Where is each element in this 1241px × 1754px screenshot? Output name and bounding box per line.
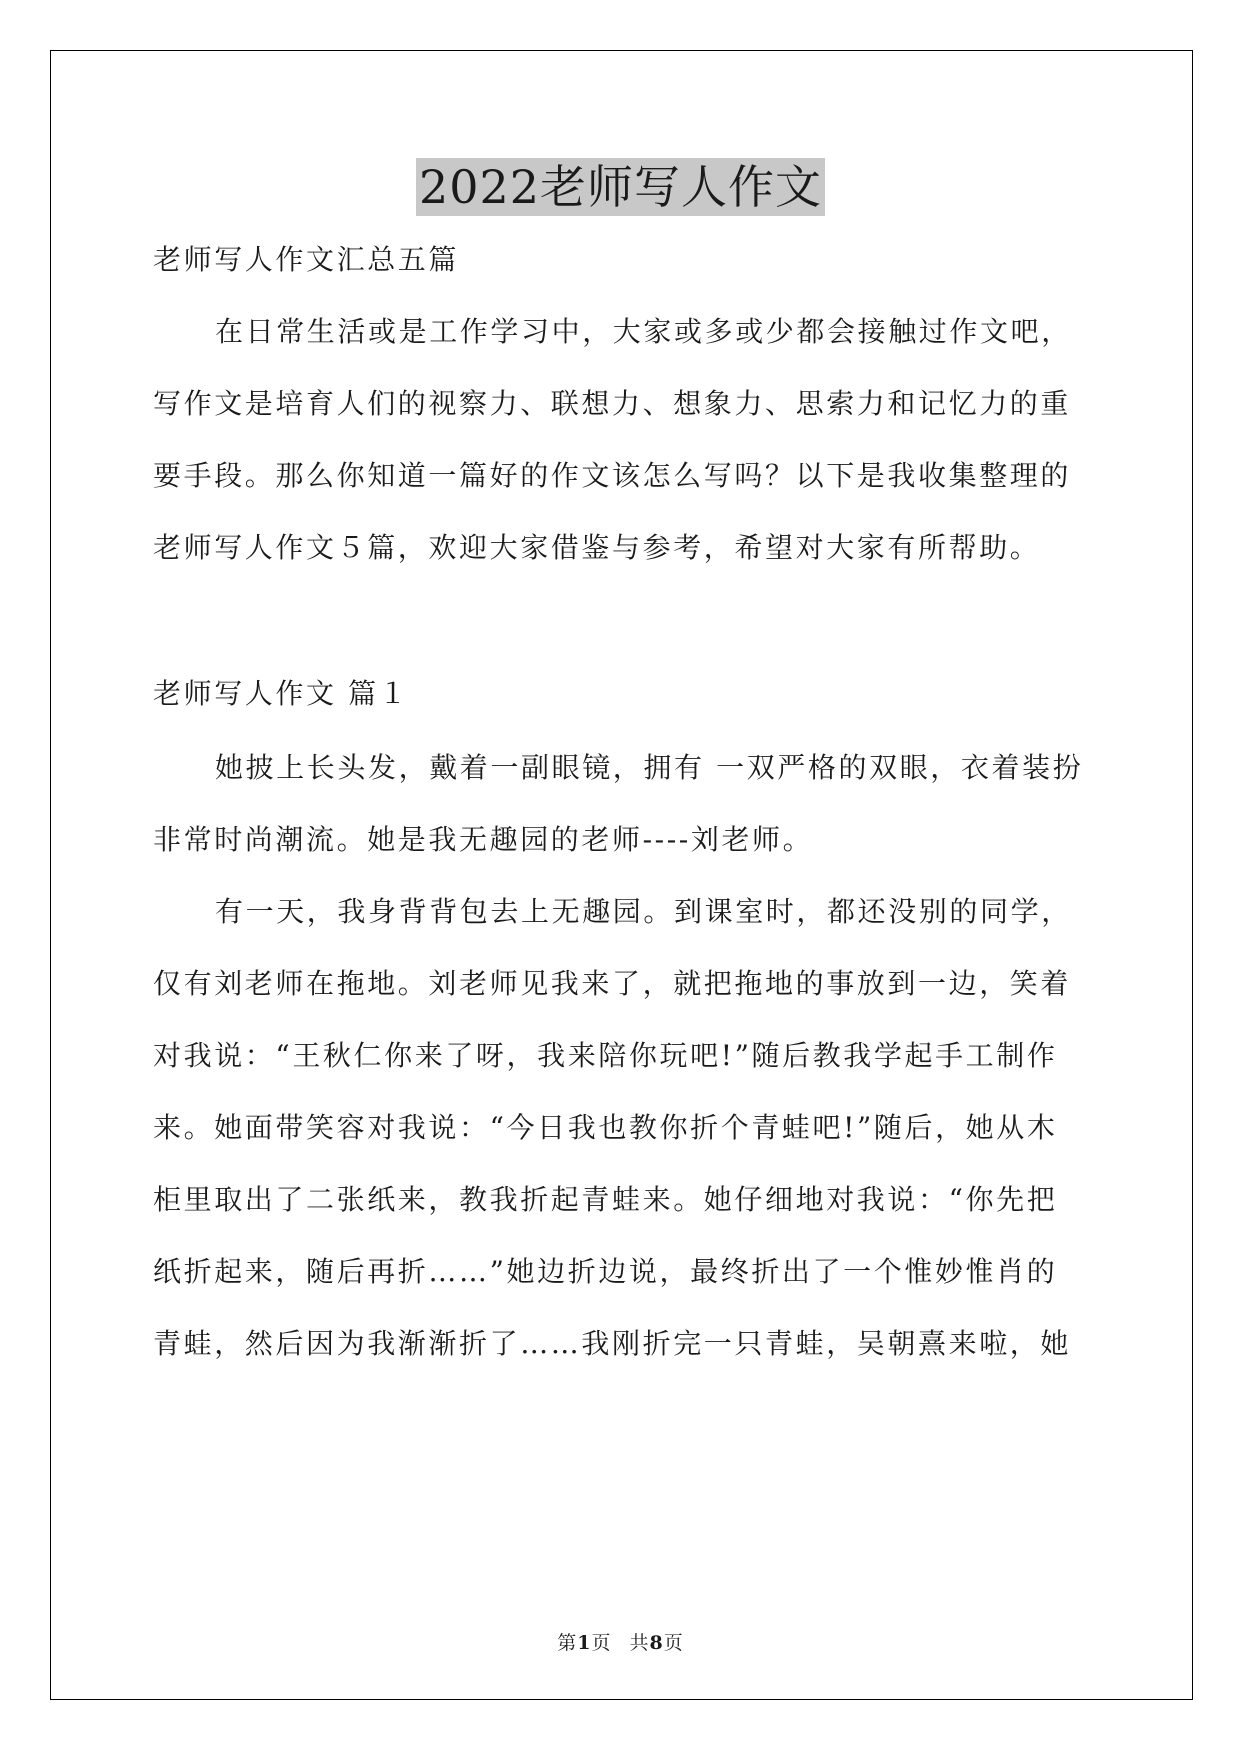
document-subtitle: 老师写人作文汇总五篇 [153,243,460,276]
intro-line: 要手段。那么你知道一篇好的作文该怎么写吗？以下是我收集整理的 [153,459,1072,492]
paragraph-line: 来。她面带笑容对我说：“今日我也教你折个青蛙吧!”随后，她从木 [153,1111,1058,1144]
intro-line: 在日常生活或是工作学习中，大家或多或少都会接触过作文吧， [215,315,1072,348]
paragraph-line: 对我说：“王秋仁你来了呀，我来陪你玩吧!”随后教我学起手工制作 [153,1039,1058,1072]
total-unit: 页 [663,1632,684,1654]
page-current: 1 [577,1632,592,1654]
paragraph-line: 有一天，我身背背包去上无趣园。到课室时，都还没别的同学， [215,895,1072,928]
paragraph-line: 青蛙，然后因为我渐渐折了……我刚折完一只青蛙，吴朝熹来啦，她 [153,1327,1072,1360]
page-unit: 页 [591,1632,612,1654]
document-title: 2022老师写人作文 [416,158,825,216]
page-border [50,50,1193,1700]
intro-line: 老师写人作文５篇，欢迎大家借鉴与参考，希望对大家有所帮助。 [153,531,1041,564]
paragraph-line: 非常时尚潮流。她是我无趣园的老师----刘老师。 [153,823,814,856]
page-total: 8 [649,1632,664,1654]
section-heading: 老师写人作文 篇１ [153,677,410,710]
paragraph-line: 她披上长头发，戴着一副眼镜，拥有 一双严格的双眼，衣着装扮 [215,751,1084,784]
title-container [0,158,1241,216]
intro-line: 写作文是培育人们的视察力、联想力、想象力、思索力和记忆力的重 [153,387,1072,420]
paragraph-line: 纸折起来，随后再折……”她边折边说，最终折出了一个惟妙惟肖的 [153,1255,1058,1288]
page-prefix: 第 [557,1632,578,1654]
paragraph-line: 仅有刘老师在拖地。刘老师见我来了，就把拖地的事放到一边，笑着 [153,967,1072,1000]
paragraph-line: 柜里取出了二张纸来，教我折起青蛙来。她仔细地对我说：“你先把 [153,1183,1058,1216]
page-footer [0,1628,1241,1655]
total-prefix: 共 [629,1632,650,1654]
